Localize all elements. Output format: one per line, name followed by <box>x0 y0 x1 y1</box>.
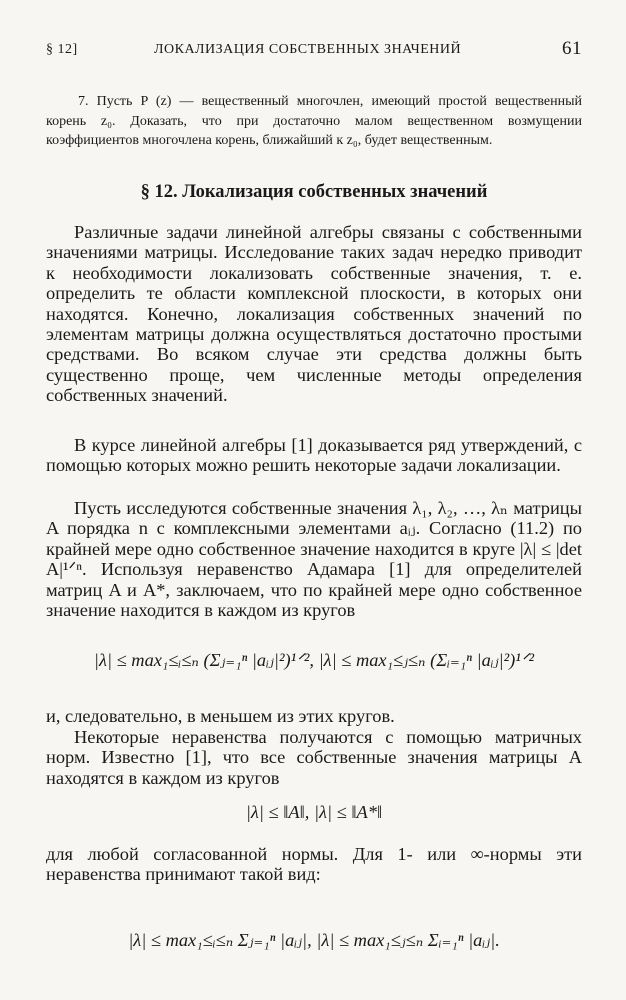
header-title: ЛОКАЛИЗАЦИЯ СОБСТВЕННЫХ ЗНАЧЕНИЙ <box>154 42 462 57</box>
paragraph-eigenvalues: Пусть исследуются собственные значения λ₁, λ₂, …, λₙ матрицы A порядка n с комплексными элементами aᵢⱼ. Согласно (11.2) по крайней мере одно собственное значение находится в круге |λ| ≤ |det A|¹ᐟⁿ. Используя неравенство Адамара [1] для определителей матриц A и A*, заключаем, что по крайней мере одно собственное значение находится в каждом из кругов <box>46 498 582 621</box>
paragraph-smaller-circle: и, следовательно, в меньшем из этих кругов. <box>46 706 395 726</box>
paragraph-matrix-norms: Некоторые неравенства получаются с помощью матричных норм. Известно [1], что все собственные значения матрицы A находятся в каждом из кругов <box>46 727 582 788</box>
section-heading: § 12. Локализация собственных значений <box>140 182 488 202</box>
exercise-7: 7. Пусть P (z) — вещественный многочлен, имеющий простой вещественный корень z₀. Доказать, что при достаточно малом вещественном возмущении коэффициентов многочлена корень, ближайший к z₀, будет вещественным. <box>46 94 582 148</box>
formula-hadamard-circles: |λ| ≤ max₁≤ᵢ≤ₙ (Σⱼ₌₁ⁿ |aᵢⱼ|²)¹ᐟ², |λ| ≤ max₁≤ⱼ≤ₙ (Σᵢ₌₁ⁿ |aᵢⱼ|²)¹ᐟ² <box>93 650 535 670</box>
header-section-ref: § 12] <box>46 42 78 57</box>
paragraph-course: В курсе линейной алгебры [1] доказывается ряд утверждений, с помощью которых можно решить некоторые задачи локализации. <box>46 435 582 476</box>
paragraph-intro: Различные задачи линейной алгебры связаны с собственными значениями матрицы. Исследование таких задач нередко приводит к необходимости локализовать собственные значения, т. е. определить те области комплексной плоскости, в которых они находятся. Конечно, локализация собственных значений по элементам матрицы должна осуществляться достаточно простыми средствами. Во всяком случае эти средства должны быть существенно проще, чем численные методы определения собственных значений. <box>46 222 582 406</box>
running-head <box>46 40 582 64</box>
formula-norm-circles: |λ| ≤ ‖A‖, |λ| ≤ ‖A*‖ <box>245 802 383 822</box>
formula-row-column-sums: |λ| ≤ max₁≤ᵢ≤ₙ Σⱼ₌₁ⁿ |aᵢⱼ|, |λ| ≤ max₁≤ⱼ≤ₙ Σᵢ₌₁ⁿ |aᵢⱼ|. <box>128 930 500 950</box>
page-number: 61 <box>562 38 582 59</box>
paragraph-consistent-norm: для любой согласованной нормы. Для 1- или ∞-нормы эти неравенства принимают такой вид: <box>46 844 582 885</box>
